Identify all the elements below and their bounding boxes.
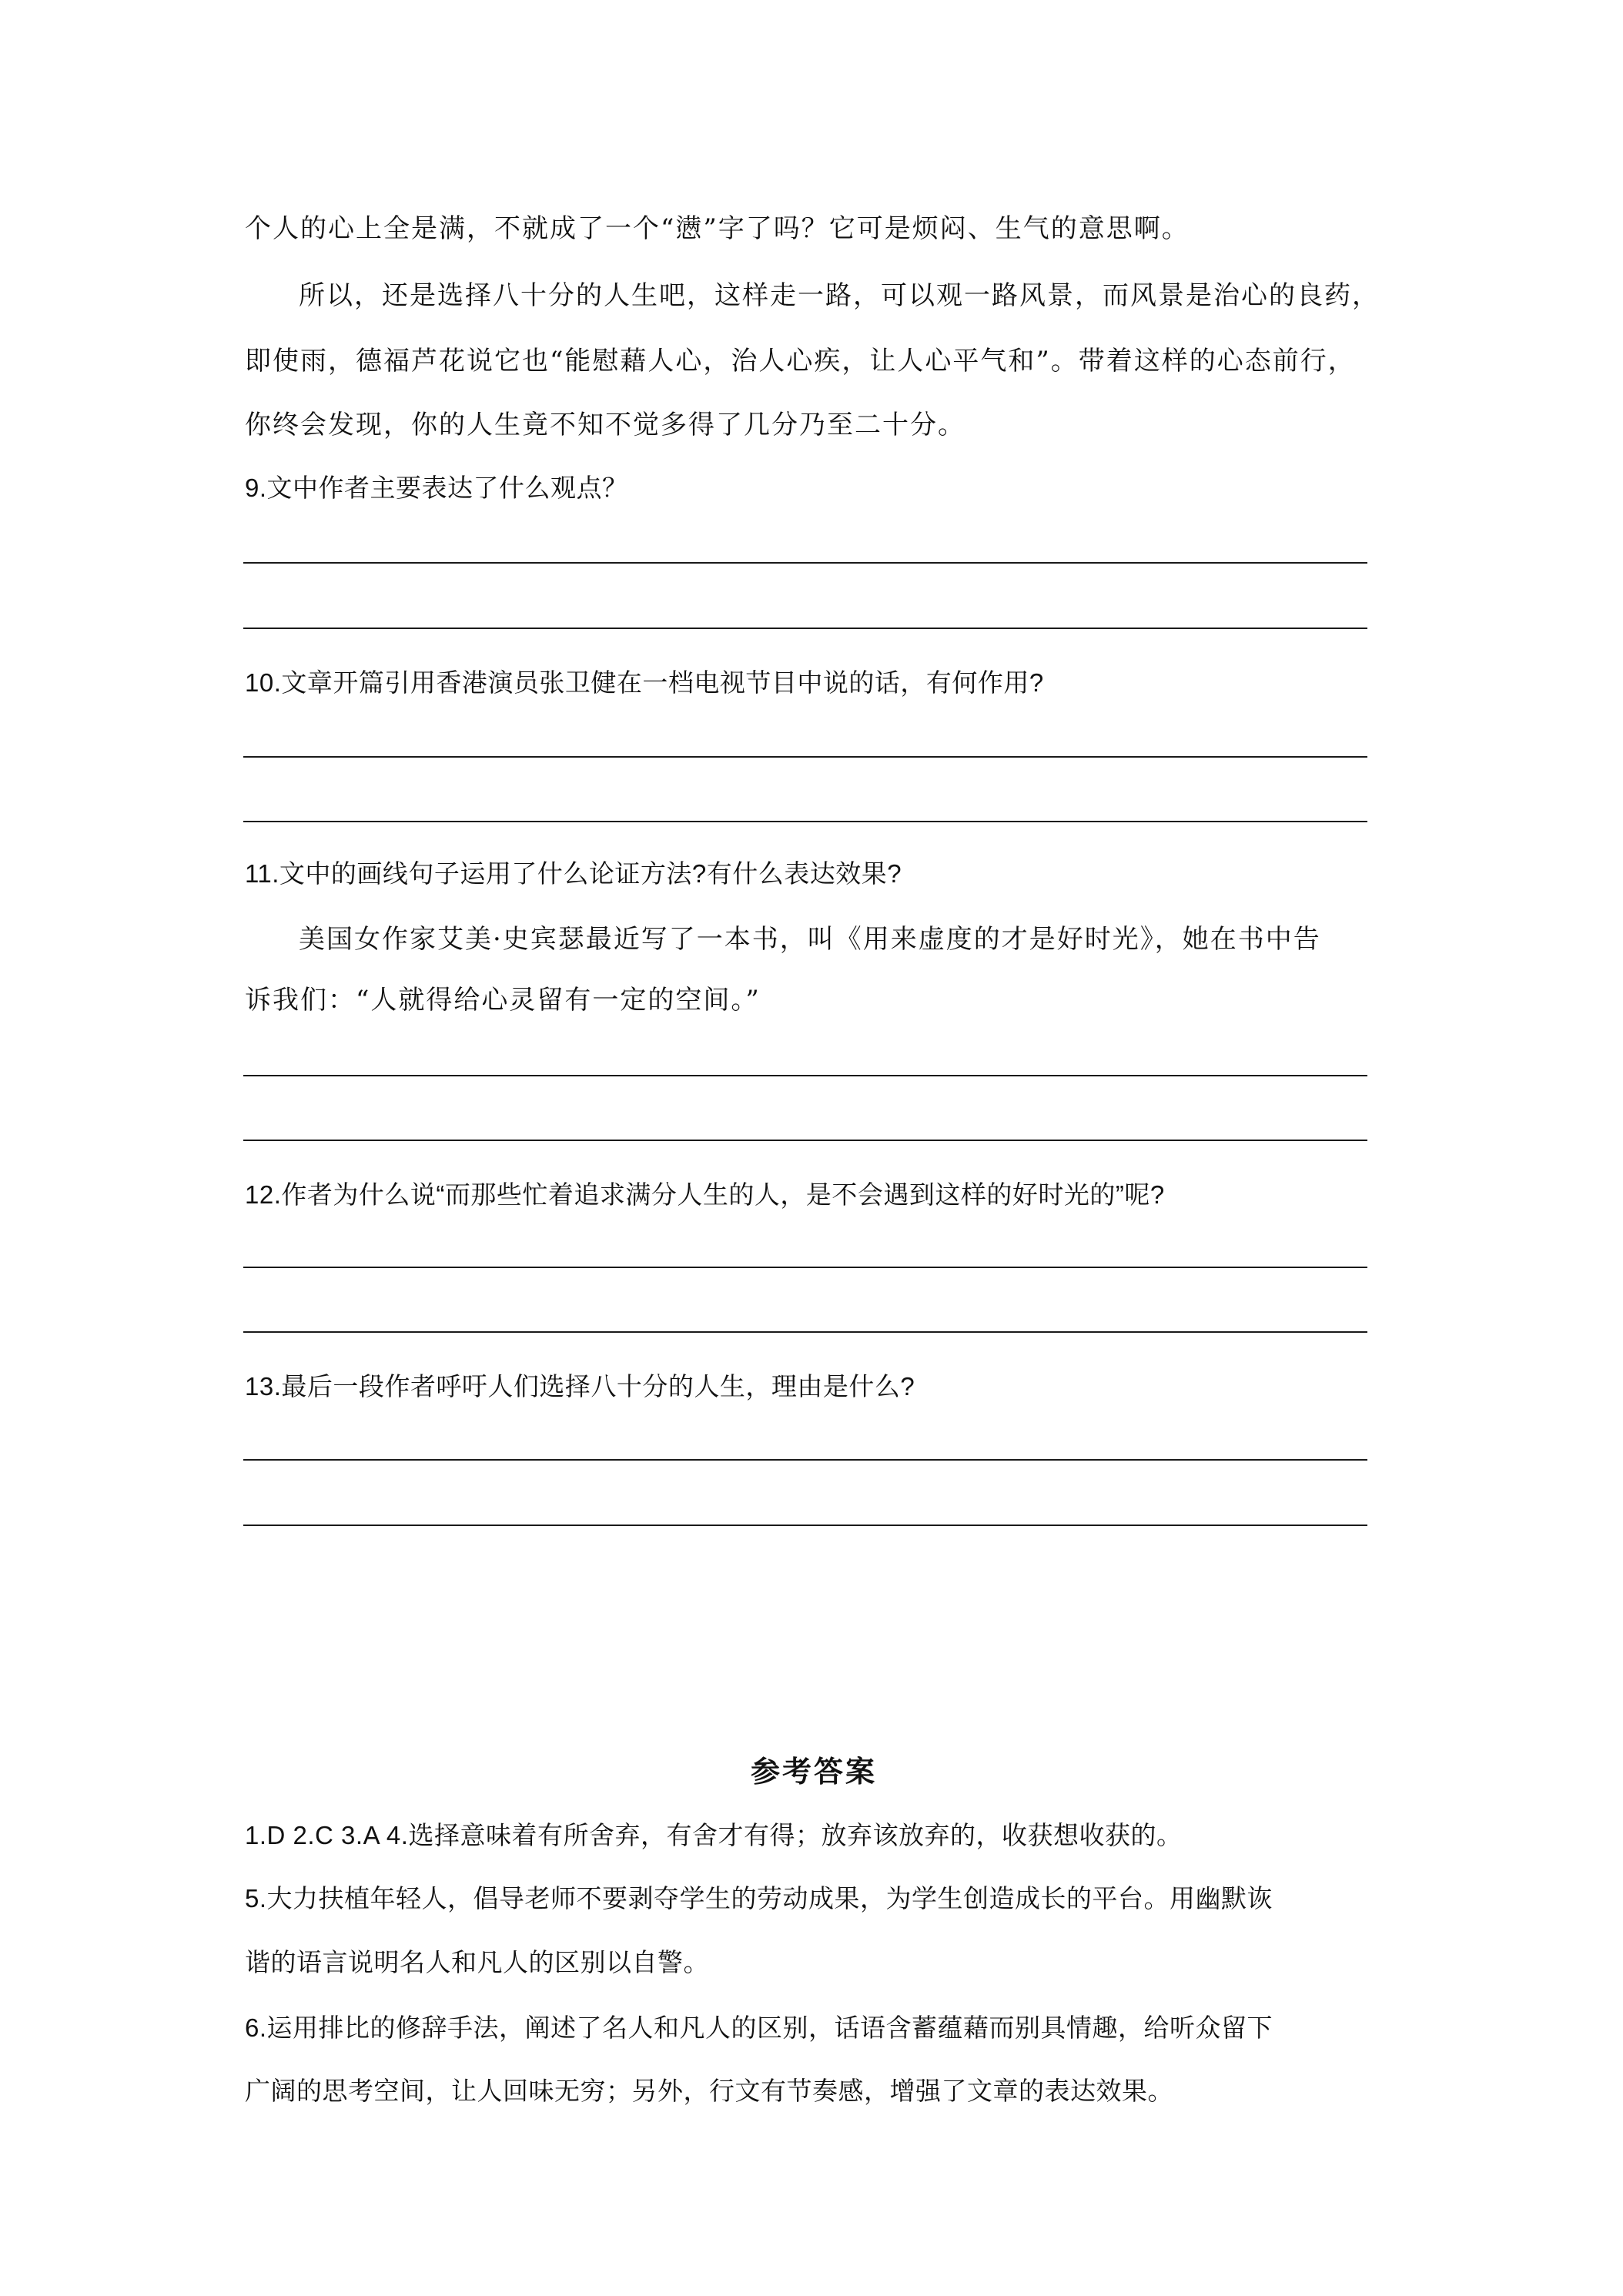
passage-line: 你终会发现，你的人生竟不知不觉多得了几分乃至二十分。 <box>245 410 965 440</box>
answer-line[interactable] <box>243 756 1367 758</box>
answer-line[interactable] <box>243 1267 1367 1268</box>
question-13: 13.最后一段作者呼吁人们选择八十分的人生，理由是什么? <box>245 1372 915 1401</box>
passage-line: 个人的心上全是满，不就成了一个“懑”字了吗？它可是烦闷、生气的意思啊。 <box>245 213 1190 244</box>
answer-line[interactable] <box>243 1459 1367 1461</box>
answer-line-text: 5.大力扶植年轻人，倡导老师不要剥夺学生的劳动成果，为学生创造成长的平台。用幽默诙 <box>245 1884 1273 1913</box>
answer-line-text: 谐的语言说明名人和凡人的区别以自警。 <box>245 1948 709 1976</box>
answer-line[interactable] <box>243 1140 1367 1141</box>
passage-line: 所以，还是选择八十分的人生吧，这样走一路，可以观一路风景，而风景是治心的良药， <box>299 280 1380 311</box>
question-12: 12.作者为什么说“而那些忙着追求满分人生的人，是不会遇到这样的好时光的”呢? <box>245 1180 1165 1209</box>
answer-line[interactable] <box>243 1075 1367 1076</box>
question-9: 9.文中作者主要表达了什么观点？ <box>245 474 628 502</box>
question-11: 11.文中的画线句子运用了什么论证方法?有什么表达效果? <box>245 859 902 888</box>
answer-line-text: 1.D 2.C 3.A 4.选择意味着有所舍弃，有舍才有得；放弃该放弃的，收获想收获的。 <box>245 1821 1183 1849</box>
answer-line[interactable] <box>243 628 1367 629</box>
answer-line[interactable] <box>243 562 1367 564</box>
answer-line[interactable] <box>243 1525 1367 1526</box>
answers-title: 参考答案 <box>751 1755 878 1789</box>
question-10: 10.文章开篇引用香港演员张卫健在一档电视节目中说的话，有何作用? <box>245 668 1044 697</box>
passage-line: 即使雨，德福芦花说它也“能慰藉人心，治人心疾，让人心平气和”。带着这样的心态前行， <box>245 346 1356 377</box>
answer-line[interactable] <box>243 821 1367 822</box>
answer-line-text: 广阔的思考空间，让人回味无穷；另外，行文有节奏感，增强了文章的表达效果。 <box>245 2077 1173 2105</box>
question-11-quote: 诉我们：“人就得给心灵留有一定的空间。” <box>245 985 761 1016</box>
answer-line-text: 6.运用排比的修辞手法，阐述了名人和凡人的区别，话语含蓄蕴藉而别具情趣，给听众留下 <box>245 2013 1273 2042</box>
question-11-quote: 美国女作家艾美·史宾瑟最近写了一本书，叫《用来虚度的才是好时光》，她在书中告 <box>299 924 1321 955</box>
answer-line[interactable] <box>243 1331 1367 1333</box>
